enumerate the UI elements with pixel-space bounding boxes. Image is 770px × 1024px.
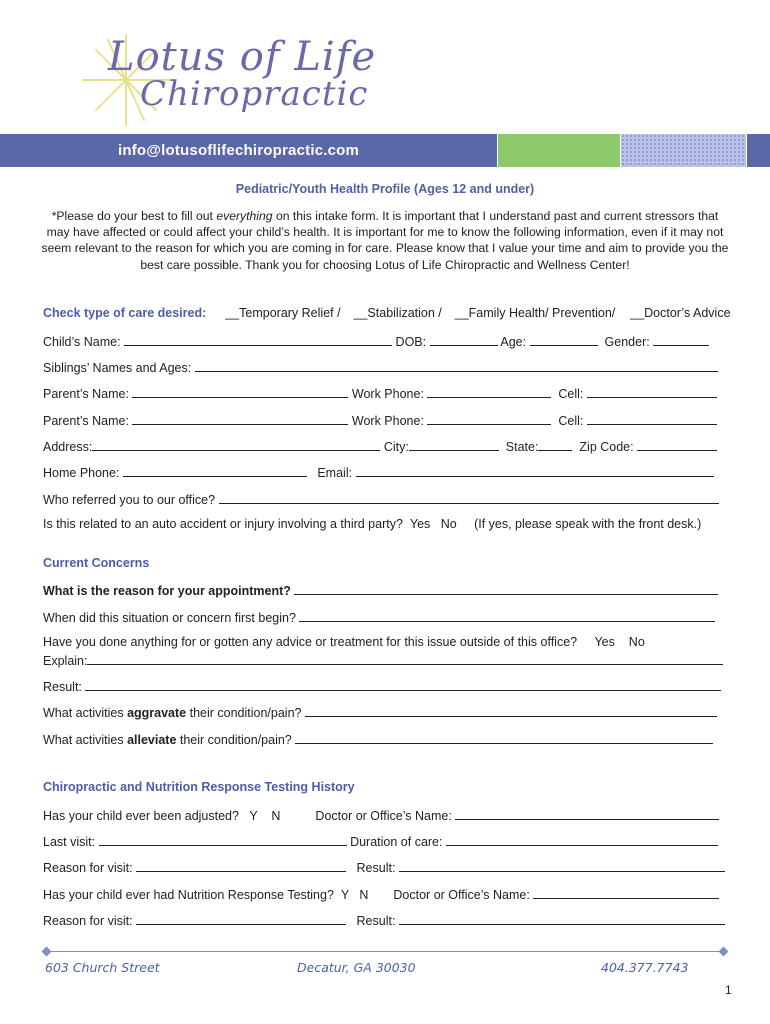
city-label: City: <box>383 440 409 454</box>
dob-field[interactable] <box>430 333 498 346</box>
outside-treatment-question: Have you done anything for or gotten any advice or treatment for this issue outside of this office? <box>43 635 578 649</box>
option-temporary-relief[interactable]: __Temporary Relief / <box>225 306 341 320</box>
reason-row <box>43 582 725 598</box>
explain-field[interactable] <box>87 652 723 665</box>
first-begin-row <box>43 609 725 625</box>
header-banner <box>0 134 770 167</box>
work-phone1-field[interactable] <box>427 385 551 398</box>
referred-field[interactable] <box>219 491 719 504</box>
cell1-field[interactable] <box>587 385 717 398</box>
explain-label: Explain: <box>43 654 88 668</box>
cell2-field[interactable] <box>587 412 717 425</box>
outside-treatment-row <box>43 635 725 649</box>
referred-label: Who referred you to our office? <box>43 493 216 507</box>
child-name-field[interactable] <box>124 333 392 346</box>
duration-field[interactable] <box>446 833 718 846</box>
current-concerns-heading: Current Concerns <box>43 556 150 570</box>
aggravate-row: What activities aggravate their condition/pain? <box>43 704 725 720</box>
visit-result-field[interactable] <box>399 859 725 872</box>
footer-address: 603 Church Street <box>45 960 160 975</box>
result-row <box>43 678 725 694</box>
reason-visit2-row <box>43 912 725 928</box>
child-info-row <box>43 333 725 349</box>
parent2-label: Parent’s Name: <box>43 414 129 428</box>
nrt-yes-option[interactable]: Y <box>340 888 349 902</box>
parent1-field[interactable] <box>132 385 348 398</box>
option-stabilization[interactable]: __Stabilization / <box>353 306 442 320</box>
parent1-row <box>43 385 725 401</box>
adjusted-row <box>43 807 725 823</box>
footer-city: Decatur, GA 30030 <box>297 960 416 975</box>
reason-visit-field[interactable] <box>136 859 346 872</box>
result-field[interactable] <box>85 678 721 691</box>
explain-row <box>43 652 725 668</box>
visit-result2-field[interactable] <box>399 912 725 925</box>
zip-label: Zip Code: <box>579 440 634 454</box>
last-visit-field[interactable] <box>99 833 347 846</box>
home-phone-label: Home Phone: <box>43 466 120 480</box>
work-phone2-label: Work Phone: <box>351 414 424 428</box>
doctor2-name-field[interactable] <box>533 886 719 899</box>
result-label: Result: <box>43 680 82 694</box>
gender-field[interactable] <box>653 333 709 346</box>
doctor-name-label: Doctor or Office’s Name: <box>315 809 452 823</box>
aggravate-keyword: aggravate <box>127 706 187 720</box>
adjusted-no-option[interactable]: N <box>271 809 281 823</box>
age-label: Age: <box>500 335 527 349</box>
reason-visit-row <box>43 859 725 875</box>
logo-text-line2: Chiropractic <box>140 74 369 114</box>
home-phone-row <box>43 464 725 480</box>
cell1-label: Cell: <box>558 387 584 401</box>
care-type-row <box>43 306 731 320</box>
duration-label: Duration of care: <box>350 835 443 849</box>
nrt-row <box>43 886 725 902</box>
auto-no-option[interactable]: No <box>440 517 457 531</box>
referred-row <box>43 491 725 507</box>
siblings-row <box>43 359 725 375</box>
contact-email[interactable]: info@lotusoflifechiropractic.com <box>118 142 360 159</box>
parent1-label: Parent’s Name: <box>43 387 129 401</box>
nrt-question: Has your child ever had Nutrition Response Testing? <box>43 888 334 902</box>
auto-accident-row <box>43 517 725 531</box>
intro-paragraph: *Please do your best to fill out everything on this intake form. It is important that I understand past and current stressors that may have affected or could affect your child’s health. It is important for me to know the following information, even if it may not seem relevant to the reason for which you are coming in for care. Please know that I value your time and aim to provide you the best care possible. Thank you for choosing Lotus of Life Chiropractic and Wellness Center! <box>41 209 729 272</box>
home-phone-field[interactable] <box>123 464 307 477</box>
work-phone2-field[interactable] <box>427 412 551 425</box>
address-field[interactable] <box>92 438 380 451</box>
history-heading: Chiropractic and Nutrition Response Testing History <box>43 780 355 794</box>
siblings-label: Siblings’ Names and Ages: <box>43 361 192 375</box>
alleviate-row: What activities alleviate their condition/pain? <box>43 731 725 747</box>
address-row <box>43 438 725 454</box>
siblings-field[interactable] <box>195 359 718 372</box>
visit-result-label: Result: <box>356 861 396 875</box>
page-number: 1 <box>725 983 732 997</box>
age-field[interactable] <box>530 333 598 346</box>
email-label: Email: <box>317 466 353 480</box>
work-phone1-label: Work Phone: <box>351 387 424 401</box>
dob-label: DOB: <box>395 335 427 349</box>
logo-text-line1: Lotus of Life <box>108 34 377 80</box>
parent2-row <box>43 412 725 428</box>
doctor-name-field[interactable] <box>455 807 719 820</box>
gender-label: Gender: <box>604 335 650 349</box>
cell2-label: Cell: <box>558 414 584 428</box>
option-doctors-advice[interactable]: __Doctor’s Advice <box>630 306 731 320</box>
auto-yes-option[interactable]: Yes <box>409 517 431 531</box>
outside-no-option[interactable]: No <box>628 635 645 649</box>
outside-yes-option[interactable]: Yes <box>594 635 615 649</box>
footer-divider <box>46 951 726 952</box>
footer-divider-right-diamond <box>719 947 729 957</box>
email-field[interactable] <box>356 464 714 477</box>
first-begin-label: When did this situation or concern first begin? <box>43 611 296 625</box>
zip-field[interactable] <box>637 438 717 451</box>
city-field[interactable] <box>409 438 499 451</box>
auto-accident-question: Is this related to an auto accident or injury involving a third party? <box>43 517 403 531</box>
auto-note: (If yes, please speak with the front desk.) <box>474 517 702 531</box>
adjusted-yes-option[interactable]: Y <box>249 809 258 823</box>
state-label: State: <box>505 440 539 454</box>
child-name-label: Child’s Name: <box>43 335 121 349</box>
first-begin-field[interactable] <box>299 609 715 622</box>
footer-divider-left-diamond <box>42 947 52 957</box>
reason-field[interactable] <box>294 582 718 595</box>
reason-visit2-label: Reason for visit: <box>43 914 133 928</box>
address-label: Address: <box>43 440 93 454</box>
form-title: Pediatric/Youth Health Profile (Ages 12 and under) <box>235 182 535 196</box>
doctor2-name-label: Doctor or Office’s Name: <box>393 888 530 902</box>
last-visit-label: Last visit: <box>43 835 96 849</box>
last-visit-row <box>43 833 725 849</box>
state-field[interactable] <box>538 438 572 451</box>
footer-phone: 404.377.7743 <box>601 960 689 975</box>
parent2-field[interactable] <box>132 412 348 425</box>
aggravate-field[interactable] <box>305 704 717 717</box>
reason-visit2-field[interactable] <box>136 912 346 925</box>
option-family-health[interactable]: __Family Health/ Prevention/ <box>454 306 616 320</box>
reason-label: What is the reason for your appointment? <box>43 584 291 598</box>
reason-visit-label: Reason for visit: <box>43 861 133 875</box>
care-type-label: Check type of care desired: <box>43 306 207 320</box>
adjusted-question: Has your child ever been adjusted? <box>43 809 239 823</box>
alleviate-keyword: alleviate <box>127 733 177 747</box>
visit-result2-label: Result: <box>356 914 396 928</box>
alleviate-field[interactable] <box>295 731 713 744</box>
nrt-no-option[interactable]: N <box>359 888 369 902</box>
